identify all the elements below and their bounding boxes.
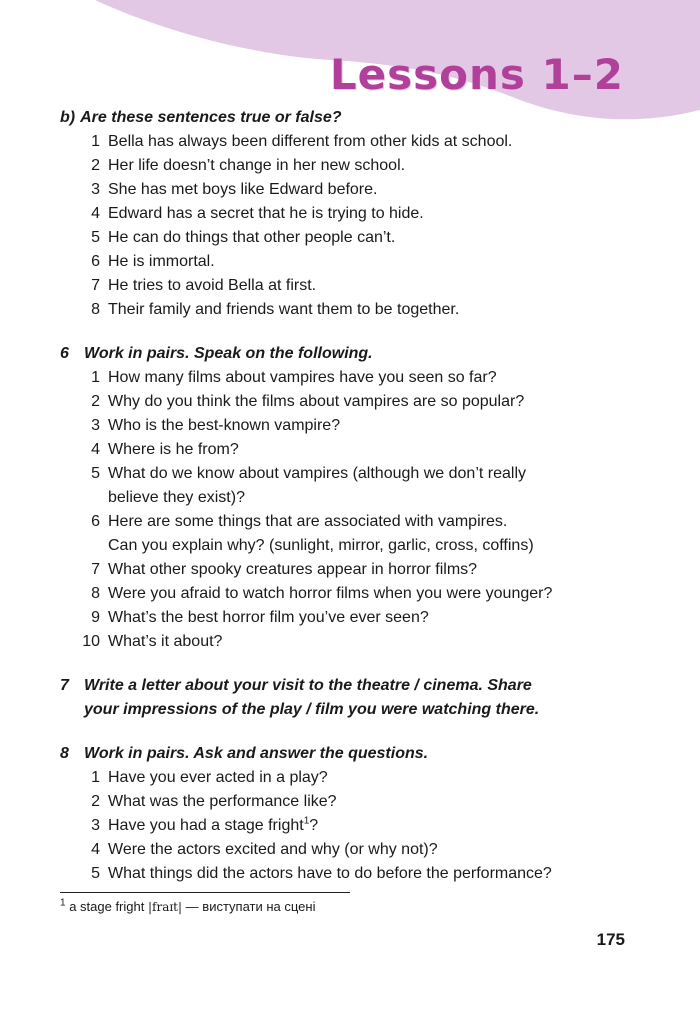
item-text: How many films about vampires have you seen so far? <box>108 369 497 386</box>
list-item <box>60 558 660 582</box>
list-item <box>60 366 660 390</box>
task-8-instruction <box>60 742 660 766</box>
instruction-text: Work in pairs. Ask and answer the questions. <box>84 745 429 762</box>
item-text: Where is he from? <box>108 441 239 458</box>
item-text: Bella has always been different from other kids at school. <box>108 133 513 150</box>
item-line: believe they exist)? <box>108 489 245 506</box>
list-item <box>60 178 660 202</box>
footnote-reference: 1 <box>303 815 310 827</box>
task-number: 8 <box>60 745 69 762</box>
item-number: 1 <box>91 769 100 786</box>
item-number: 4 <box>91 441 100 458</box>
item-number: 5 <box>91 229 100 246</box>
item-number: 2 <box>91 157 100 174</box>
list-item <box>60 582 660 606</box>
item-text <box>108 510 660 558</box>
list-item <box>60 274 660 298</box>
item-number: 5 <box>91 465 100 482</box>
item-number: 10 <box>82 633 100 650</box>
item-text <box>108 814 660 838</box>
item-text: Who is the best-known vampire? <box>108 417 341 434</box>
item-text: What was the performance like? <box>108 793 337 810</box>
item-number: 4 <box>91 205 100 222</box>
list-item <box>60 202 660 226</box>
list-item <box>60 766 660 790</box>
item-text: She has met boys like Edward before. <box>108 181 378 198</box>
list-item <box>60 814 660 838</box>
item-number: 8 <box>91 585 100 602</box>
item-text: Have you ever acted in a play? <box>108 769 328 786</box>
true-false-list <box>60 130 660 322</box>
item-line: What do we know about vampires (although we don’t really <box>108 465 526 482</box>
item-number: 7 <box>91 561 100 578</box>
list-item <box>60 862 660 886</box>
list-item <box>60 130 660 154</box>
task-number: 7 <box>60 677 69 694</box>
item-text: He tries to avoid Bella at first. <box>108 277 317 294</box>
item-text: Edward has a secret that he is trying to hide. <box>108 205 424 222</box>
footnote-translation: — виступати на сцені <box>185 899 316 914</box>
list-item <box>60 438 660 462</box>
instruction-text <box>84 674 660 722</box>
page-title: Lessons 1–2 <box>329 50 624 99</box>
section-label: b) <box>60 109 76 126</box>
item-number: 1 <box>91 133 100 150</box>
section-b-instruction <box>60 106 660 130</box>
item-number: 7 <box>91 277 100 294</box>
list-item <box>60 838 660 862</box>
item-text: He is immortal. <box>108 253 215 270</box>
item-number: 3 <box>91 181 100 198</box>
item-text: What things did the actors have to do before the performance? <box>108 865 552 882</box>
footnote-transcription: |fraɪt| <box>147 900 183 914</box>
list-item <box>60 154 660 178</box>
page-number: 175 <box>596 930 625 949</box>
item-number: 1 <box>91 369 100 386</box>
list-item <box>60 414 660 438</box>
task-number: 6 <box>60 345 69 362</box>
list-item <box>60 606 660 630</box>
item-number: 5 <box>91 865 100 882</box>
discussion-list <box>60 366 660 654</box>
item-text: What’s the best horror film you’ve ever seen? <box>108 609 429 626</box>
task-7-instruction <box>60 674 660 722</box>
item-number: 9 <box>91 609 100 626</box>
item-number: 2 <box>91 393 100 410</box>
list-item <box>60 462 660 510</box>
item-line: Can you explain why? (sunlight, mirror, garlic, cross, coffins) <box>108 537 534 554</box>
item-number: 3 <box>91 817 100 834</box>
item-number: 4 <box>91 841 100 858</box>
item-text: Her life doesn’t change in her new school. <box>108 157 406 174</box>
item-number: 8 <box>91 301 100 318</box>
item-text: Were the actors excited and why (or why not)? <box>108 841 438 858</box>
task-6-instruction <box>60 342 660 366</box>
item-text-main: Have you had a stage fright <box>108 817 304 834</box>
item-number: 2 <box>91 793 100 810</box>
item-line: Here are some things that are associated with vampires. <box>108 513 508 530</box>
item-number: 6 <box>91 253 100 270</box>
list-item <box>60 298 660 322</box>
item-text: Were you afraid to watch horror films when you were younger? <box>108 585 553 602</box>
item-text: What other spooky creatures appear in horror films? <box>108 561 478 578</box>
page-content <box>60 106 660 886</box>
footnote-mark: 1 <box>60 897 66 909</box>
item-text <box>108 462 660 510</box>
item-text: What’s it about? <box>108 633 223 650</box>
item-text-end: ? <box>309 817 319 834</box>
list-item <box>60 630 660 654</box>
list-item <box>60 790 660 814</box>
question-list <box>60 766 660 886</box>
instruction-text: Are these sentences true or false? <box>80 109 342 126</box>
instruction-text: Work in pairs. Speak on the following. <box>84 345 373 362</box>
item-number: 6 <box>91 513 100 530</box>
list-item <box>60 250 660 274</box>
instruction-line: your impressions of the play / film you were watching there. <box>84 701 540 718</box>
item-text: He can do things that other people can’t. <box>108 229 396 246</box>
item-text: Why do you think the films about vampires are so popular? <box>108 393 525 410</box>
item-text: Their family and friends want them to be together. <box>108 301 460 318</box>
list-item <box>60 226 660 250</box>
list-item <box>60 390 660 414</box>
footnote-term: a stage fright <box>69 899 145 914</box>
footnote <box>60 898 315 916</box>
footnote-divider <box>60 892 350 893</box>
item-number: 3 <box>91 417 100 434</box>
list-item <box>60 510 660 558</box>
instruction-line: Write a letter about your visit to the theatre / cinema. Share <box>84 677 532 694</box>
